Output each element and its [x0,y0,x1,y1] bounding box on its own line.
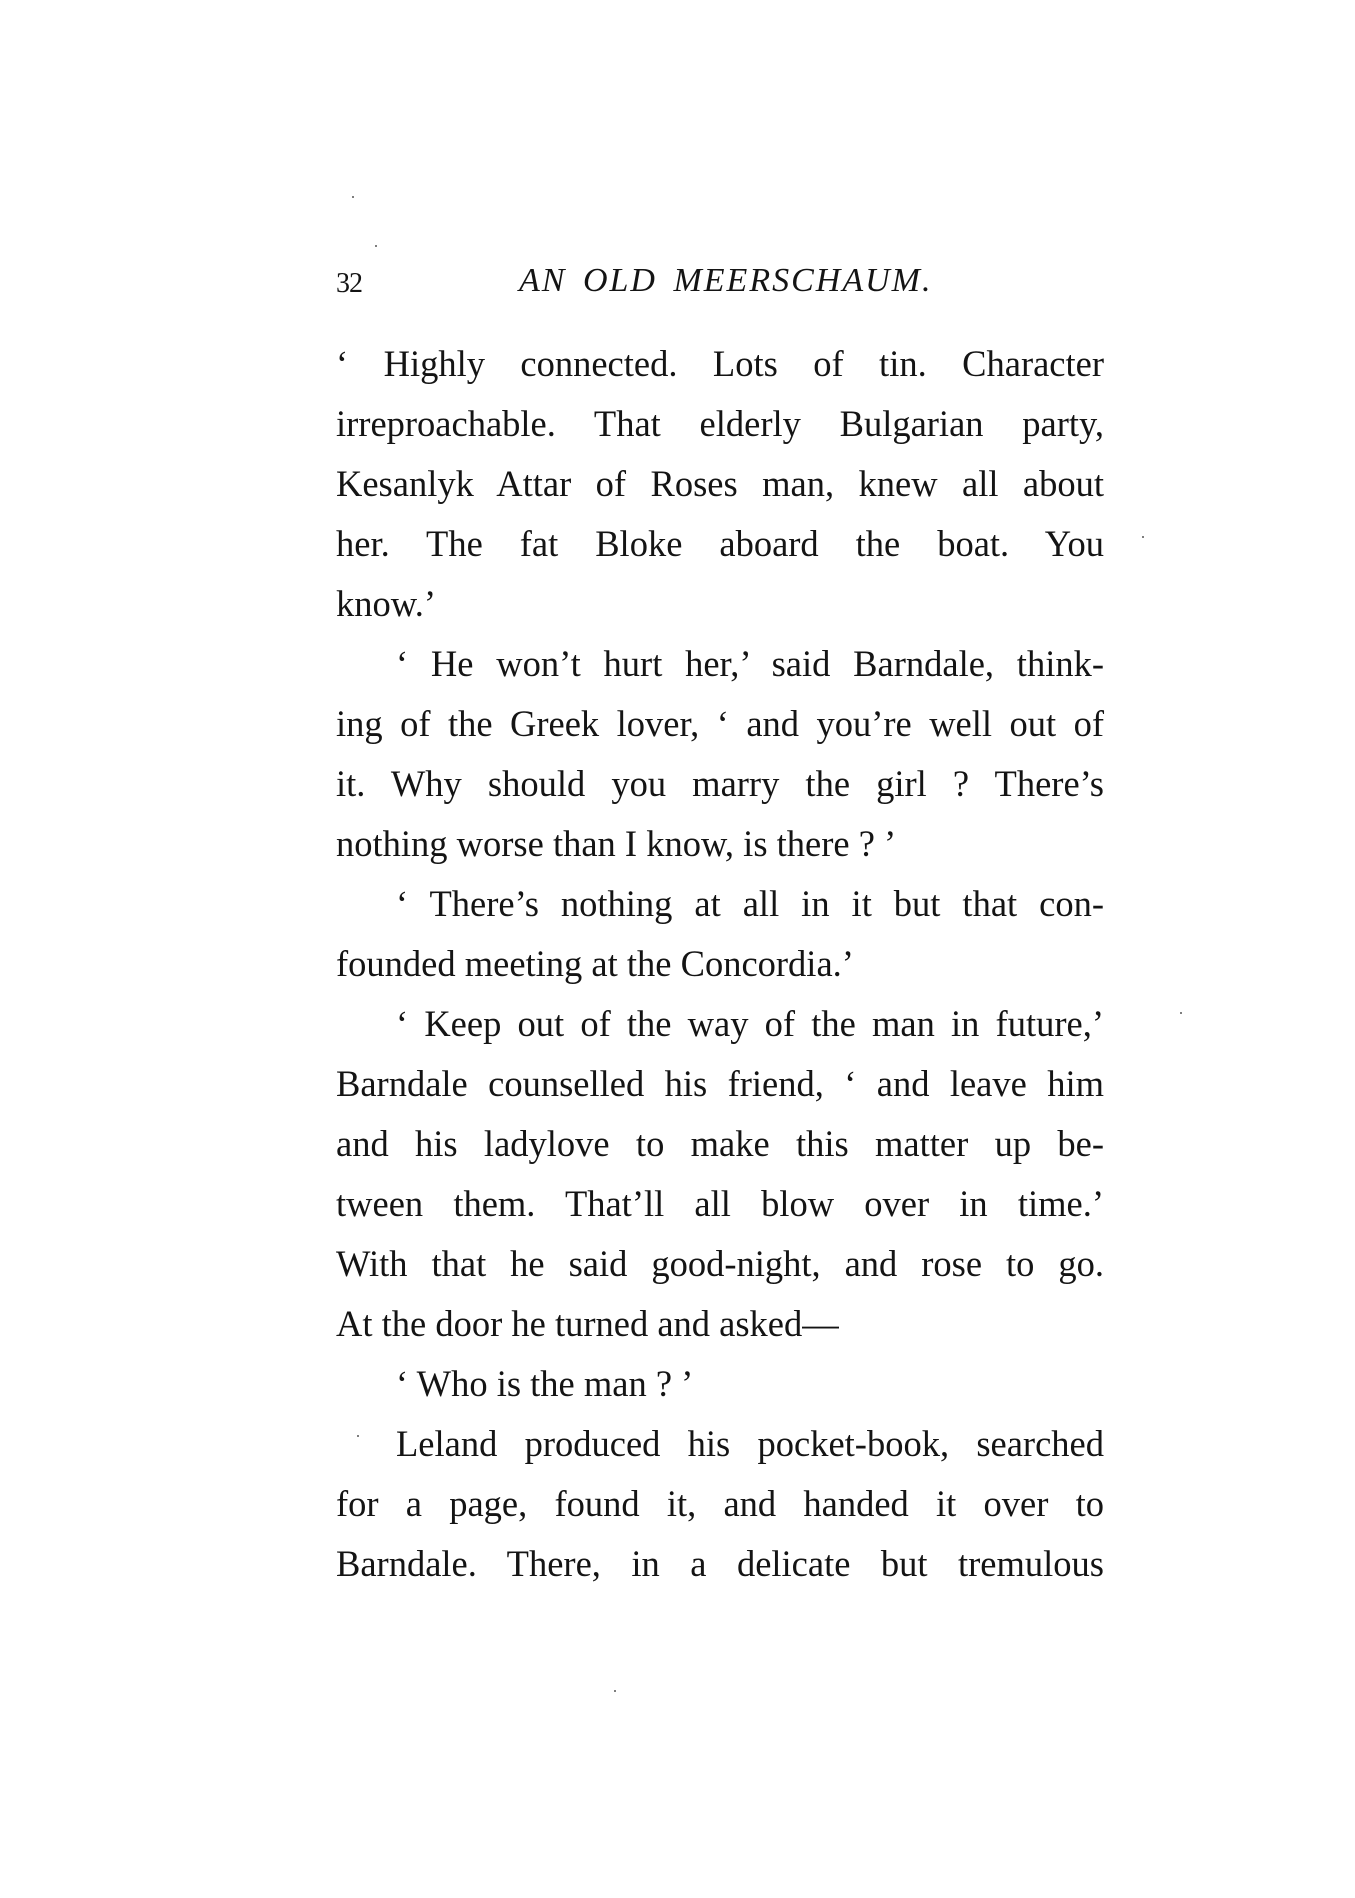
text-line: Kesanlyk Attar of Roses man, knew all about [336,463,1104,504]
text-line: founded meeting at the Concordia.’ [336,943,854,984]
text-line: her. The fat Bloke aboard the boat. You [336,523,1104,564]
text-line: At the door he turned and asked— [336,1303,839,1344]
text-line: it. Why should you marry the girl ? There’s [336,763,1104,804]
paper-speck [614,1690,616,1692]
text-line: ‘ There’s nothing at all in it but that con- [396,883,1104,924]
paper-speck [352,196,354,198]
paper-speck [1180,1012,1182,1014]
body-text [336,334,1104,1594]
text-line: know.’ [336,583,437,624]
text-line: Leland produced his pocket-book, searched [396,1423,1104,1464]
text-line: With that he said good-night, and rose to go. [336,1243,1104,1284]
text-line: Barndale. There, in a delicate but tremulous [336,1543,1104,1584]
text-line: tween them. That’ll all blow over in time.’ [336,1183,1104,1224]
text-line: for a page, found it, and handed it over to [336,1483,1104,1524]
paper-speck [375,245,377,247]
paper-speck [1142,536,1144,538]
text-line: ‘ Keep out of the way of the man in future,’ [396,1003,1104,1044]
text-line: ing of the Greek lover, ‘ and you’re well out of [336,703,1104,744]
text-line: Barndale counselled his friend, ‘ and leave him [336,1063,1104,1104]
text-line: ‘ Who is the man ? ’ [396,1363,694,1404]
text-line: irreproachable. That elderly Bulgarian party, [336,403,1104,444]
text-line: ‘ He won’t hurt her,’ said Barndale, think- [396,643,1104,684]
text-line: and his ladylove to make this matter up be- [336,1123,1104,1164]
page-number: 32 [336,268,362,299]
page-header [336,262,1104,310]
text-line: nothing worse than I know, is there ? ’ [336,823,897,864]
paper-speck [357,1435,359,1437]
running-title: AN OLD MEERSCHAUM. [519,262,933,299]
text-line: ‘ Highly connected. Lots of tin. Character [336,343,1104,384]
